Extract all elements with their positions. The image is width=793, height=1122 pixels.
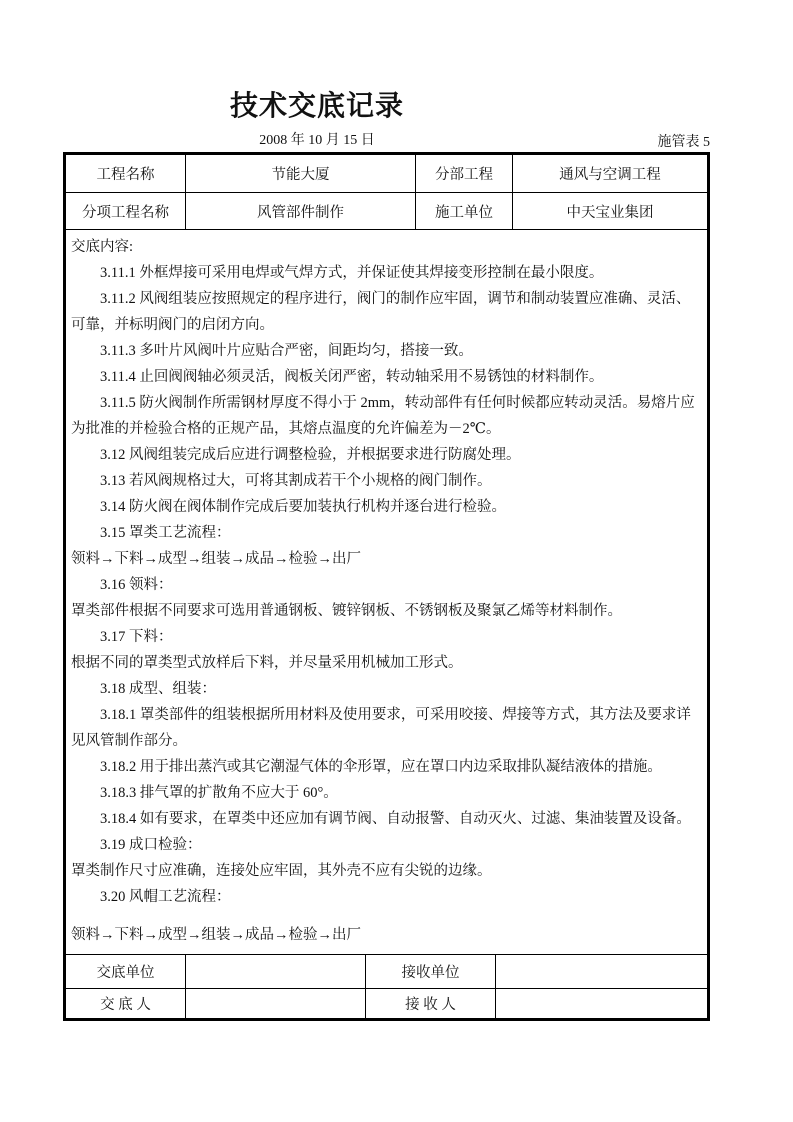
content-paragraph: 罩类部件根据不同要求可选用普通钢板、镀锌钢板、不锈钢板及聚氯乙烯等材料制作。 <box>71 603 622 619</box>
construction-unit-value: 中天宝业集团 <box>513 193 707 230</box>
content-paragraph: 3.18 成型、组装： <box>100 681 216 697</box>
form-code-label: 施管表 5 <box>657 135 710 150</box>
content-paragraph: 3.11.3 多叶片风阀叶片应贴合严密，间距均匀，搭接一致。 <box>100 343 473 359</box>
receiver-value[interactable] <box>496 989 707 1018</box>
content-paragraph: 领料→下料→成型→组装→成品→检验→出厂 <box>71 927 361 943</box>
subitem-work-value: 风管部件制作 <box>186 193 416 230</box>
project-name-value: 节能大厦 <box>186 155 416 193</box>
page-title: 技术交底记录 <box>229 90 405 121</box>
division-work-value: 通风与空调工程 <box>513 155 707 193</box>
content-paragraph: 3.17 下料： <box>100 629 173 645</box>
construction-unit-label: 施工单位 <box>416 193 513 230</box>
document-date: 2008 年 10 月 15 日 <box>259 133 375 148</box>
content-paragraph: 3.12 风阀组装完成后应进行调整检验，并根据要求进行防腐处理。 <box>100 447 521 463</box>
content-paragraph: 3.18.4 如有要求，在罩类中还应加有调节阀、自动报警、自动灭火、过滤、集油装置及设备。 <box>100 811 691 827</box>
content-paragraph: 3.18.3 排气罩的扩散角不应大于 60°。 <box>100 785 338 801</box>
content-paragraph: 罩类制作尺寸应准确，连接处应牢固，其外壳不应有尖锐的边缘。 <box>71 863 492 879</box>
receiving-unit-label: 接收单位 <box>366 955 496 989</box>
content-paragraph: 3.18.2 用于排出蒸汽或其它潮湿气体的伞形罩，应在罩口内边采取排队凝结液体的措施。 <box>100 759 662 775</box>
info-table <box>66 155 707 230</box>
content-paragraph: 3.18.1 罩类部件的组装根据所用材料及使用要求，可采用咬接、焊接等方式，其方法及要求详见风管制作部分。 <box>71 707 691 749</box>
project-name-label: 工程名称 <box>66 155 186 193</box>
discloser-value[interactable] <box>186 989 366 1018</box>
content-paragraph: 根据不同的罩类型式放样后下料，并尽量采用机械加工形式。 <box>71 655 463 671</box>
signature-table <box>66 955 707 1018</box>
content-paragraph: 3.11.1 外框焊接可采用电焊或气焊方式，并保证使其焊接变形控制在最小限度。 <box>100 265 604 281</box>
content-paragraph: 3.14 防火阀在阀体制作完成后要加装执行机构并逐台进行检验。 <box>100 499 506 515</box>
receiver-label: 接 收 人 <box>366 989 496 1018</box>
subitem-work-label: 分项工程名称 <box>66 193 186 230</box>
content-paragraphs <box>71 260 701 948</box>
content-paragraph: 3.19 成口检验： <box>100 837 202 853</box>
discloser-label: 交 底 人 <box>66 989 186 1018</box>
content-paragraph: 领料→下料→成型→组装→成品→检验→出厂 <box>71 551 361 567</box>
content-paragraph: 3.16 领料： <box>100 577 173 593</box>
main-table <box>63 152 710 1021</box>
content-paragraph: 3.20 风帽工艺流程： <box>100 889 231 905</box>
division-work-label: 分部工程 <box>416 155 513 193</box>
disclosure-content-cell <box>66 230 707 955</box>
content-paragraph: 3.11.2 风阀组装应按照规定的程序进行，阀门的制作应牢固，调节和制动装置应准确、灵活、可靠，并标明阀门的启闭方向。 <box>71 291 691 333</box>
disclosing-unit-label: 交底单位 <box>66 955 186 989</box>
receiving-unit-value[interactable] <box>496 955 707 989</box>
content-paragraph: 3.11.4 止回阀阀轴必须灵活，阀板关闭严密，转动轴采用不易锈蚀的材料制作。 <box>100 369 604 385</box>
content-paragraph: 3.15 罩类工艺流程： <box>100 525 231 541</box>
disclosing-unit-value[interactable] <box>186 955 366 989</box>
content-paragraph: 3.11.5 防火阀制作所需钢材厚度不得小于 2mm，转动部件有任何时候都应转动灵活。易熔片应为批准的并检验合格的正规产品，其熔点温度的允许偏差为－2℃。 <box>71 395 695 437</box>
content-paragraph: 3.13 若风阀规格过大，可将其割成若干个小规格的阀门制作。 <box>100 473 492 489</box>
content-heading: 交底内容: <box>71 239 134 255</box>
